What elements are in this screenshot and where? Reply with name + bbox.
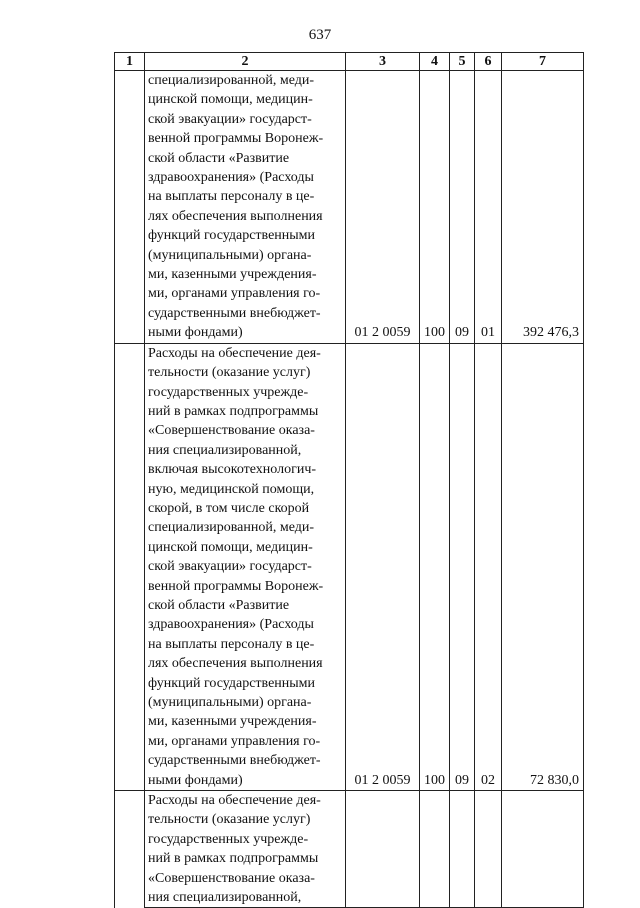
amount-cell: 392 476,3 [502, 71, 584, 344]
description-line: ской области «Развитие [148, 597, 290, 613]
program-code-cell: 01 2 0059 [346, 71, 420, 344]
description-cell [145, 791, 346, 908]
description-line: тельности (оказание услуг) [148, 812, 311, 828]
description-line: здравоохранения» (Расходы [148, 617, 314, 633]
description-cell [145, 71, 346, 344]
subsection-cell [475, 791, 502, 908]
description-line: ми, казенными учреждения- [148, 714, 317, 730]
column-header-1: 1 [115, 53, 145, 71]
page-number: 637 [308, 27, 332, 43]
amount-cell: 72 830,0 [502, 343, 584, 790]
description-line: на выплаты персоналу в це- [148, 636, 315, 652]
expense-type-cell: 100 [420, 343, 450, 790]
description-line: лях обеспечения выполнения [148, 656, 323, 672]
description-line: ными фондами) [148, 772, 243, 788]
description-line: государственных учрежде- [148, 384, 309, 400]
description-line: Расходы на обеспечение дея- [148, 793, 321, 809]
description-line: включая высокотехнологич- [148, 462, 317, 478]
column-header-5: 5 [450, 53, 475, 71]
description-line: скорой, в том числе скорой [148, 500, 310, 516]
description-line: сударственными внебюджет- [148, 305, 321, 321]
description-line: «Совершенствование оказа- [148, 423, 315, 439]
description-line: функций государственными [148, 675, 316, 691]
section-cell: 09 [450, 343, 475, 790]
expense-type-cell [420, 791, 450, 908]
description-line: сударственными внебюджет- [148, 753, 321, 769]
description-line: ской эвакуации» государст- [148, 559, 312, 575]
section-cell [450, 791, 475, 908]
description-line: ской эвакуации» государст- [148, 111, 312, 127]
description-line: венной программы Воронеж- [148, 131, 324, 147]
subsection-cell: 01 [475, 71, 502, 344]
description-line: ми, органами управления го- [148, 286, 321, 302]
description-line: ми, казенными учреждения- [148, 267, 317, 283]
description-line: ную, медицинской помощи, [148, 481, 315, 497]
description-line: специализированной, меди- [148, 73, 315, 88]
description-line: (муниципальными) органа- [148, 695, 312, 710]
column-header-4: 4 [420, 53, 450, 71]
row-number-cell [115, 343, 145, 790]
section-cell: 09 [450, 71, 475, 344]
program-code-cell: 01 2 0059 [346, 343, 420, 790]
description-line: лях обеспечения выполнения [148, 208, 323, 224]
expense-type-cell: 100 [420, 71, 450, 344]
description-line: ний в рамках подпрограммы [148, 851, 319, 867]
amount-cell [502, 791, 584, 908]
column-header-6: 6 [475, 53, 502, 71]
description-line: ния специализированной, [148, 442, 302, 458]
description-line: ния специализированной, [148, 890, 302, 906]
description-line: государственных учрежде- [148, 831, 309, 847]
row-number-cell [115, 791, 145, 908]
description-line: венной программы Воронеж- [148, 578, 324, 594]
column-header-2: 2 [145, 53, 346, 71]
description-line: здравоохранения» (Расходы [148, 170, 314, 186]
description-line: тельности (оказание услуг) [148, 365, 311, 381]
description-cell [145, 343, 346, 790]
table-row [115, 343, 584, 790]
description-line: специализированной, меди- [148, 520, 315, 536]
description-line: ний в рамках подпрограммы [148, 403, 319, 419]
table-header-row [115, 53, 584, 71]
table-row [115, 791, 584, 908]
description-line: ными фондами) [148, 325, 243, 341]
row-number-cell [115, 71, 145, 344]
table-row [115, 71, 584, 344]
description-line: «Совершенствование оказа- [148, 870, 315, 886]
description-line: ми, органами управления го- [148, 733, 321, 749]
description-line: функций государственными [148, 228, 316, 244]
description-line: на выплаты персоналу в це- [148, 189, 315, 205]
program-code-cell [346, 791, 420, 908]
column-header-3: 3 [346, 53, 420, 71]
description-line: Расходы на обеспечение дея- [148, 345, 321, 361]
description-line: (муниципальными) органа- [148, 247, 312, 263]
subsection-cell: 02 [475, 343, 502, 790]
column-header-7: 7 [502, 53, 584, 71]
description-line: цинской помощи, медицин- [148, 92, 313, 108]
budget-table [114, 52, 584, 908]
description-line: цинской помощи, медицин- [148, 539, 313, 555]
description-line: ской области «Развитие [148, 150, 290, 166]
